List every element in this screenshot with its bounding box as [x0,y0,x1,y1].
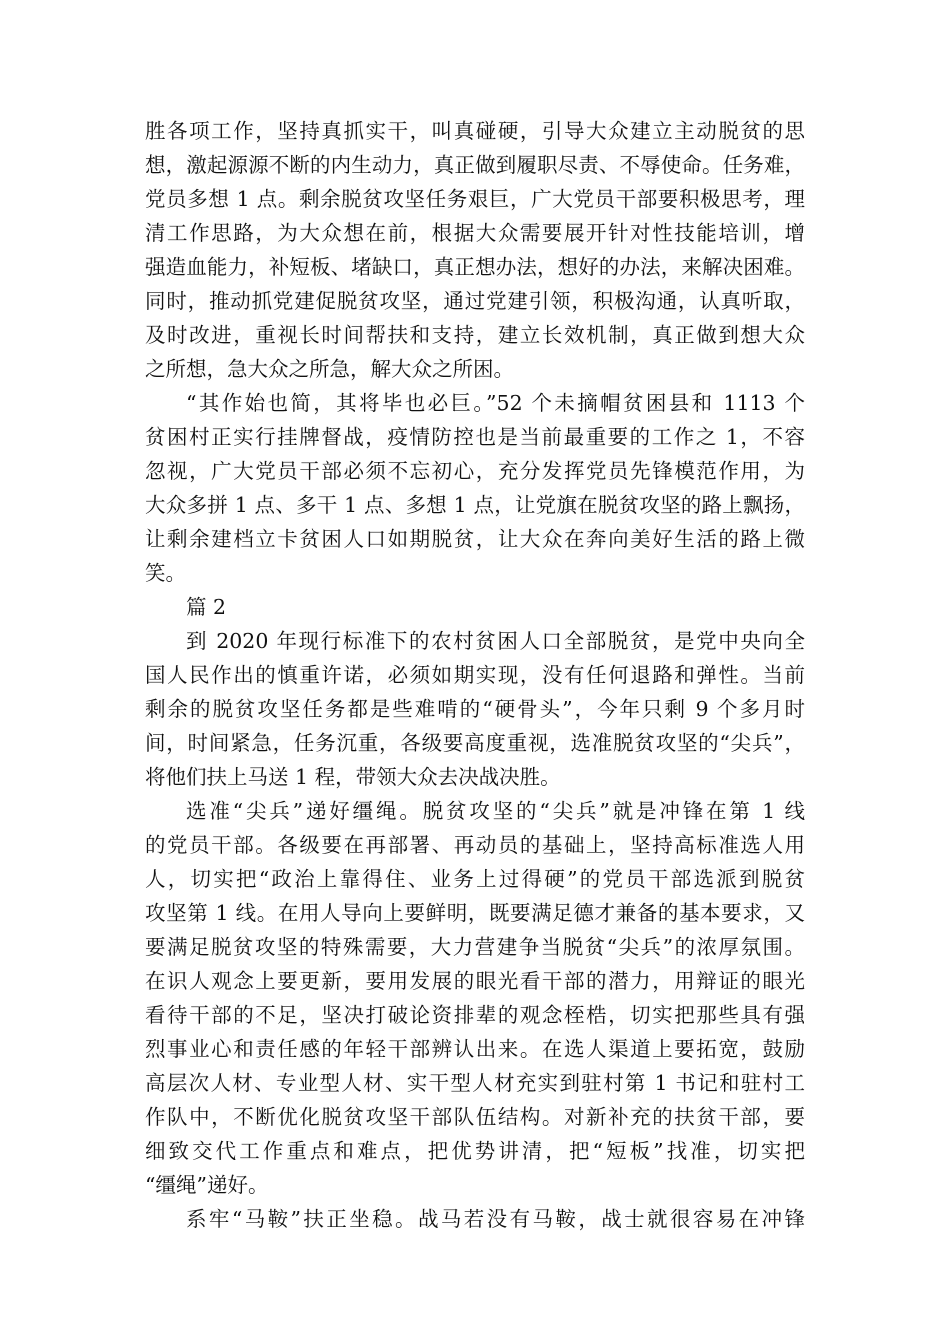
text-line: 剩余的脱贫攻坚任务都是些难啃的“硬骨头”，今年只剩 9 个多月时 [145,697,805,721]
text-line: 要满足脱贫攻坚的特殊需要，大力营建争当脱贫“尖兵”的浓厚氛围。 [145,935,805,959]
text-line: “其作始也简，其将毕也必巨。”52 个未摘帽贫困县和 1113 个 [186,391,805,415]
document-page [145,114,805,1236]
text-line: 在识人观念上要更新，要用发展的眼光看干部的潜力，用辩证的眼光 [145,969,805,993]
section-heading: 篇 2 [186,595,227,619]
text-line: 系牢“马鞍”扶正坐稳。战马若没有马鞍，战士就很容易在冲锋 [186,1207,805,1231]
text-line: 高层次人材、专业型人材、实干型人材充实到驻村第 1 书记和驻村工 [145,1071,805,1095]
paragraph-2 [145,386,805,590]
text-line: 大众多拼 1 点、多干 1 点、多想 1 点，让党旗在脱贫攻坚的路上飘扬， [145,493,805,517]
text-line: 强造血能力，补短板、堵缺口，真正想办法，想好的办法，来解决困难。 [145,255,805,279]
text-line: 忽视，广大党员干部必须不忘初心，充分发挥党员先锋模范作用，为 [145,459,805,483]
text-line: 贫困村正实行挂牌督战，疫情防控也是当前最重要的工作之 1，不容 [145,425,805,449]
paragraph-3 [145,624,805,794]
text-line: 细致交代工作重点和难点，把优势讲清，把“短板”找准，切实把 [145,1139,805,1163]
text-line: 看待干部的不足，坚决打破论资排辈的观念桎梏，切实把那些具有强 [145,1003,805,1027]
paragraph-5 [145,1202,805,1236]
text-line: 清工作思路，为大众想在前，根据大众需要展开针对性技能培训，增 [145,221,805,245]
text-line: 同时，推动抓党建促脱贫攻坚，通过党建引领，积极沟通，认真听取， [145,289,805,313]
text-line: 间，时间紧急，任务沉重，各级要高度重视，选准脱贫攻坚的“尖兵”， [145,731,805,755]
text-line: 及时改进，重视长时间帮扶和支持，建立长效机制，真正做到想大众 [145,323,805,347]
text-line: 到 2020 年现行标准下的农村贫困人口全部脱贫，是党中央向全 [186,629,805,653]
text-line: 攻坚第 1 线。在用人导向上要鲜明，既要满足德才兼备的基本要求，又 [145,901,805,925]
text-line: 党员多想 1 点。剩余脱贫攻坚任务艰巨，广大党员干部要积极思考，理 [145,187,805,211]
text-line: 国人民作出的慎重许诺，必须如期实现，没有任何退路和弹性。当前 [145,663,805,687]
text-line: 想，激起源源不断的内生动力，真正做到履职尽责、不辱使命。任务难， [145,153,805,177]
text-line: 将他们扶上马送 1 程，带领大众去决战决胜。 [145,765,561,789]
text-line: “缰绳”递好。 [145,1173,269,1197]
text-line: 选准“尖兵”递好缰绳。脱贫攻坚的“尖兵”就是冲锋在第 1 线 [186,799,805,823]
text-line: 的党员干部。各级要在再部署、再动员的基础上，坚持高标准选人用 [145,833,805,857]
text-line: 烈事业心和责任感的年轻干部辨认出来。在选人渠道上要拓宽，鼓励 [145,1037,805,1061]
text-line: 人，切实把“政治上靠得住、业务上过得硬”的党员干部选派到脱贫 [145,867,805,891]
text-line: 笑。 [145,561,186,585]
paragraph-1 [145,114,805,386]
text-line: 胜各项工作，坚持真抓实干，叫真碰硬，引导大众建立主动脱贫的思 [145,119,805,143]
text-line: 让剩余建档立卡贫困人口如期脱贫，让大众在奔向美好生活的路上微 [145,527,805,551]
text-line: 之所想，急大众之所急，解大众之所困。 [145,357,514,381]
text-line: 作队中，不断优化脱贫攻坚干部队伍结构。对新补充的扶贫干部，要 [145,1105,805,1129]
paragraph-4 [145,794,805,1202]
